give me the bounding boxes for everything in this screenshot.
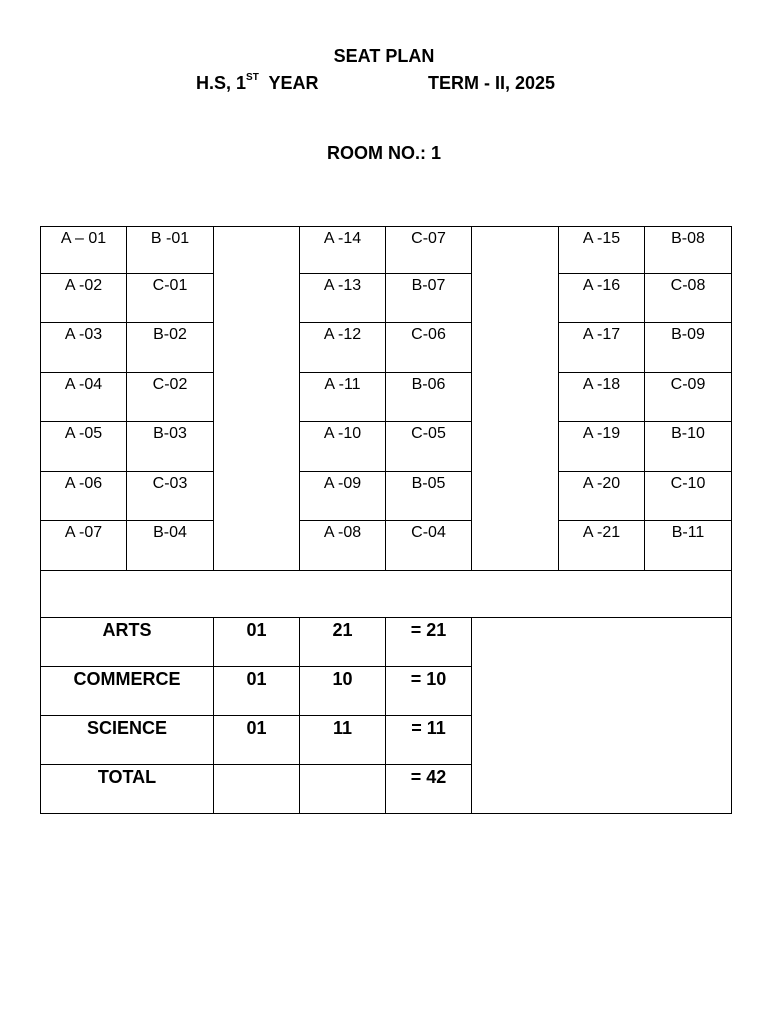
class-label: H.S, 1ST YEAR: [196, 72, 319, 93]
roll-from: [214, 765, 300, 814]
seat-cell: A -19: [559, 422, 645, 472]
roll-from: 01: [214, 667, 300, 716]
term-label: TERM - II, 2025: [428, 73, 556, 93]
seat-cell: A -05: [41, 422, 127, 472]
aisle-gap: [214, 227, 300, 571]
seat-cell: A -08: [300, 521, 386, 571]
seat-cell: B-08: [645, 227, 732, 274]
seat-cell: A -20: [559, 472, 645, 521]
roll-to: [300, 765, 386, 814]
seat-cell: A -02: [41, 274, 127, 323]
seat-cell: A -12: [300, 323, 386, 373]
seat-cell: B-10: [645, 422, 732, 472]
roll-to: 10: [300, 667, 386, 716]
seat-row: [41, 472, 732, 521]
seat-cell: A -16: [559, 274, 645, 323]
seat-cell: A -09: [300, 472, 386, 521]
roll-to: 11: [300, 716, 386, 765]
seat-cell: A -06: [41, 472, 127, 521]
seat-cell: A -18: [559, 373, 645, 422]
seat-cell: C-06: [386, 323, 472, 373]
stream-name: TOTAL: [41, 765, 214, 814]
seat-cell: A -21: [559, 521, 645, 571]
seat-cell: C-04: [386, 521, 472, 571]
seat-cell: C-10: [645, 472, 732, 521]
seat-plan-table: [40, 226, 732, 814]
seat-cell: B -01: [127, 227, 214, 274]
seat-cell: B-02: [127, 323, 214, 373]
spacer-row: [41, 571, 732, 618]
seat-cell: A -11: [300, 373, 386, 422]
seat-cell: B-07: [386, 274, 472, 323]
seat-cell: A -14: [300, 227, 386, 274]
room-number: ROOM NO.: 1: [326, 143, 441, 163]
seat-cell: C-05: [386, 422, 472, 472]
stream-total: = 21: [386, 618, 472, 667]
stream-total: = 11: [386, 716, 472, 765]
seat-cell: C-08: [645, 274, 732, 323]
seat-cell: B-06: [386, 373, 472, 422]
seat-row: [41, 274, 732, 323]
seat-cell: A -13: [300, 274, 386, 323]
seat-cell: A -03: [41, 323, 127, 373]
summary-row: [41, 618, 732, 667]
seat-cell: A -17: [559, 323, 645, 373]
seat-cell: C-09: [645, 373, 732, 422]
seat-cell: A -07: [41, 521, 127, 571]
seat-cell: B-05: [386, 472, 472, 521]
seat-row: [41, 227, 732, 274]
blank-area: [472, 618, 732, 814]
seat-cell: A – 01: [41, 227, 127, 274]
seat-cell: C-03: [127, 472, 214, 521]
seat-cell: B-04: [127, 521, 214, 571]
seat-cell: A -10: [300, 422, 386, 472]
stream-total: = 42: [386, 765, 472, 814]
aisle-gap: [472, 227, 559, 571]
seat-cell: B-09: [645, 323, 732, 373]
stream-name: SCIENCE: [41, 716, 214, 765]
roll-to: 21: [300, 618, 386, 667]
roll-from: 01: [214, 716, 300, 765]
seat-row: [41, 373, 732, 422]
seat-cell: B-03: [127, 422, 214, 472]
seat-row: [41, 521, 732, 571]
seat-row: [41, 323, 732, 373]
page-title: SEAT PLAN: [333, 46, 435, 66]
stream-name: COMMERCE: [41, 667, 214, 716]
seat-cell: C-07: [386, 227, 472, 274]
seat-cell: C-02: [127, 373, 214, 422]
seat-cell: A -04: [41, 373, 127, 422]
stream-total: = 10: [386, 667, 472, 716]
seat-cell: B-11: [645, 521, 732, 571]
seat-cell: A -15: [559, 227, 645, 274]
seat-row: [41, 422, 732, 472]
seat-cell: C-01: [127, 274, 214, 323]
stream-name: ARTS: [41, 618, 214, 667]
roll-from: 01: [214, 618, 300, 667]
